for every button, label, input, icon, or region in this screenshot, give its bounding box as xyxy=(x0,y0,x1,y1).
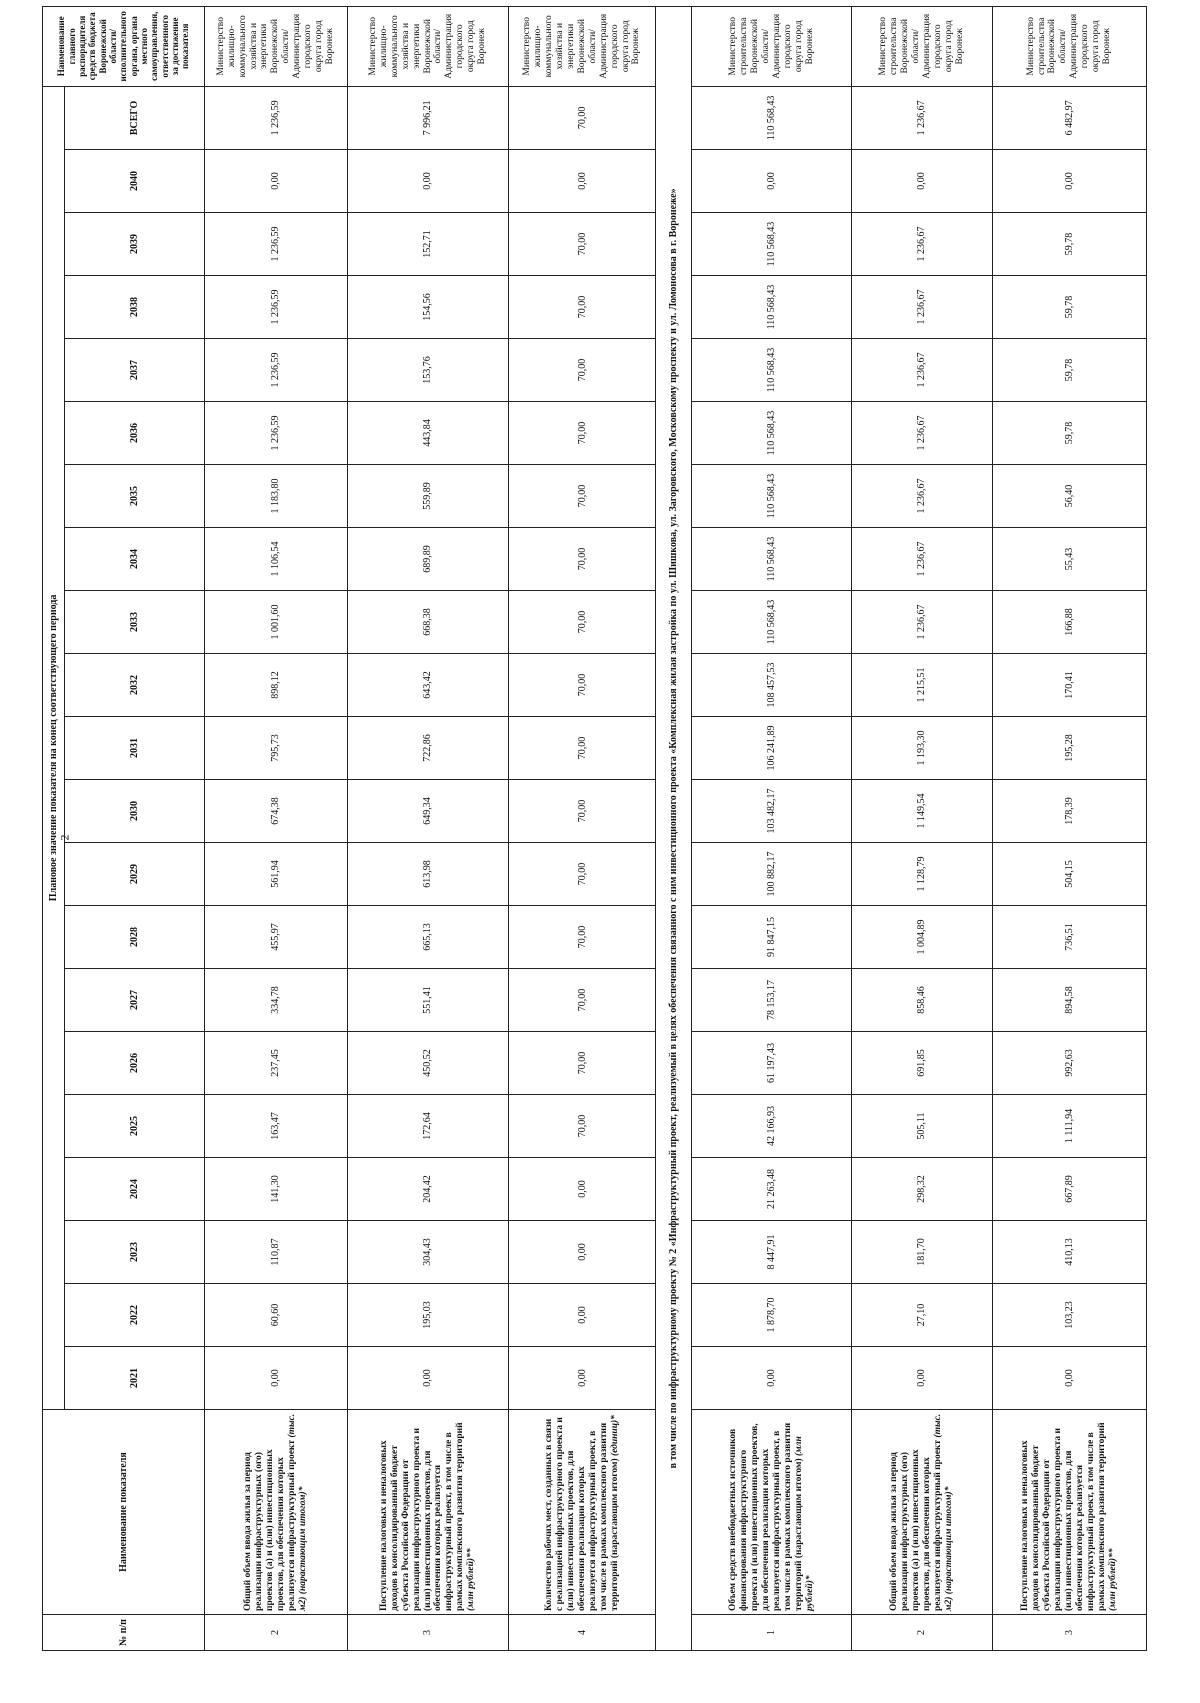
page-number: 2 xyxy=(57,834,72,841)
value-cell: 154,56 xyxy=(347,276,509,339)
value-cell: 181,70 xyxy=(852,1221,993,1284)
responsible-org: Министерство строительства Воронежской области/ Администрация городского округа город Воронеж xyxy=(692,6,852,86)
header-name: Наименование показателя xyxy=(43,1410,205,1615)
value-cell: 59,78 xyxy=(992,402,1146,465)
value-cell: 70,00 xyxy=(509,906,656,969)
value-cell: 55,43 xyxy=(992,528,1146,591)
value-cell: 70,00 xyxy=(509,465,656,528)
value-cell: 298,32 xyxy=(852,1158,993,1221)
header-year: 2027 xyxy=(65,969,205,1032)
value-cell: 110,87 xyxy=(205,1221,348,1284)
value-cell: 1 236,67 xyxy=(852,86,993,149)
value-cell: 722,86 xyxy=(347,717,509,780)
value-cell: 70,00 xyxy=(509,339,656,402)
value-cell: 7 996,21 xyxy=(347,86,509,149)
indicator-name xyxy=(205,1410,348,1615)
header-year: 2037 xyxy=(65,339,205,402)
value-cell: 334,78 xyxy=(205,969,348,1032)
value-cell: 1 193,30 xyxy=(852,717,993,780)
responsible-org: Министерство жилищно-коммунального хозяйства и энергетики Воронежской области/ Администрация городского округа город Воронеж xyxy=(509,6,656,86)
value-cell: 689,89 xyxy=(347,528,509,591)
row-number: 1 xyxy=(692,1615,852,1651)
value-cell: 103,23 xyxy=(992,1284,1146,1347)
value-cell: 736,51 xyxy=(992,906,1146,969)
value-cell: 110 568,43 xyxy=(692,213,852,276)
value-cell: 443,84 xyxy=(347,402,509,465)
header-year: 2023 xyxy=(65,1221,205,1284)
indicator-unit: (млн рублей)* xyxy=(793,1436,815,1611)
value-cell: 103 482,17 xyxy=(692,780,852,843)
value-cell: 0,00 xyxy=(509,1347,656,1410)
header-year: 2040 xyxy=(65,150,205,213)
value-cell: 1 001,60 xyxy=(205,591,348,654)
value-cell: 561,94 xyxy=(205,843,348,906)
value-cell: 0,00 xyxy=(509,1221,656,1284)
value-cell: 1 236,59 xyxy=(205,339,348,402)
indicator-unit: (тыс. м2) (нарастающим итогом)* xyxy=(932,1413,954,1611)
header-year: 2034 xyxy=(65,528,205,591)
value-cell: 70,00 xyxy=(509,1032,656,1095)
value-cell: 667,89 xyxy=(992,1158,1146,1221)
value-cell: 0,00 xyxy=(852,1347,993,1410)
header-num: № п/п xyxy=(43,1615,205,1651)
header-year: 2039 xyxy=(65,213,205,276)
value-cell: 691,85 xyxy=(852,1032,993,1095)
row-number: 2 xyxy=(205,1615,348,1651)
value-cell: 153,76 xyxy=(347,339,509,402)
header-year: 2025 xyxy=(65,1095,205,1158)
value-cell: 42 166,93 xyxy=(692,1095,852,1158)
value-cell: 195,03 xyxy=(347,1284,509,1347)
section-title: в том числе по инфраструктурному проекту № 2 «Инфраструктурный проект, реализуемый в целях обеспечения связанного с ним инвестиционного проекта «Комплексная жилая застройка по ул. Шишкова, ул. Загоровского, Московскому проспекту и ул. Ломоносова в г. Воронеже» xyxy=(656,6,692,1650)
row-number: 2 xyxy=(852,1615,993,1651)
value-cell: 0,00 xyxy=(347,1347,509,1410)
value-cell: 110 568,43 xyxy=(692,591,852,654)
value-cell: 110 568,43 xyxy=(692,276,852,339)
value-cell: 1 128,79 xyxy=(852,843,993,906)
value-cell: 110 568,43 xyxy=(692,402,852,465)
value-cell: 166,88 xyxy=(992,591,1146,654)
value-cell: 70,00 xyxy=(509,276,656,339)
header-year: 2028 xyxy=(65,906,205,969)
value-cell: 59,78 xyxy=(992,339,1146,402)
value-cell: 1 004,89 xyxy=(852,906,993,969)
header-year: 2038 xyxy=(65,276,205,339)
value-cell: 21 263,48 xyxy=(692,1158,852,1221)
value-cell: 110 568,43 xyxy=(692,465,852,528)
row-number: 4 xyxy=(509,1615,656,1651)
value-cell: 795,73 xyxy=(205,717,348,780)
value-cell: 91 847,15 xyxy=(692,906,852,969)
value-cell: 0,00 xyxy=(992,150,1146,213)
value-cell: 1 183,80 xyxy=(205,465,348,528)
value-cell: 61 197,43 xyxy=(692,1032,852,1095)
value-cell: 649,34 xyxy=(347,780,509,843)
header-year: 2022 xyxy=(65,1284,205,1347)
value-cell: 178,39 xyxy=(992,780,1146,843)
value-cell: 894,58 xyxy=(992,969,1146,1032)
value-cell: 0,00 xyxy=(992,1347,1146,1410)
indicator-unit: (млн рублей)** xyxy=(1107,1548,1118,1611)
value-cell: 0,00 xyxy=(509,1284,656,1347)
row-number: 3 xyxy=(992,1615,1146,1651)
value-cell: 0,00 xyxy=(347,150,509,213)
value-cell: 668,38 xyxy=(347,591,509,654)
value-cell: 1 236,59 xyxy=(205,86,348,149)
indicator-name-text: Объем средств внебюджетных источников финансирования инфраструктурного проекта и (или) инвестиционных проектов, для обеспечения реализации которых реализуется инфраструктурный проект, в том числе в рамках комплексного развития территорий (нарастающим итогом) xyxy=(728,1422,804,1611)
value-cell: 504,15 xyxy=(992,843,1146,906)
value-cell: 70,00 xyxy=(509,843,656,906)
value-cell: 1 149,54 xyxy=(852,780,993,843)
section-row xyxy=(656,6,692,1650)
responsible-org: Министерство жилищно-коммунального хозяйства и энергетики Воронежской области/ Администрация городского округа город Воронеж xyxy=(205,6,348,86)
header-year: 2031 xyxy=(65,717,205,780)
value-cell: 1 236,67 xyxy=(852,276,993,339)
value-cell: 70,00 xyxy=(509,780,656,843)
value-cell: 304,43 xyxy=(347,1221,509,1284)
table-row xyxy=(852,6,993,1650)
value-cell: 0,00 xyxy=(205,150,348,213)
row-number: 3 xyxy=(347,1615,509,1651)
indicator-name xyxy=(509,1410,656,1615)
indicator-name-text: Общий объем ввода жилья за период реализации инфраструктурных (ого) проектов (а) и (или) инвестиционных проектов, для обеспечения которых реализуется инфраструктурный проект xyxy=(889,1439,943,1611)
indicators-table xyxy=(42,6,1147,1651)
header-year: 2026 xyxy=(65,1032,205,1095)
value-cell: 1 111,94 xyxy=(992,1095,1146,1158)
value-cell: 1 236,59 xyxy=(205,402,348,465)
value-cell: 505,11 xyxy=(852,1095,993,1158)
value-cell: 141,30 xyxy=(205,1158,348,1221)
value-cell: 78 153,17 xyxy=(692,969,852,1032)
value-cell: 898,12 xyxy=(205,654,348,717)
value-cell: 0,00 xyxy=(852,150,993,213)
value-cell: 0,00 xyxy=(692,150,852,213)
value-cell: 70,00 xyxy=(509,717,656,780)
indicator-name-text: Поступление налоговых и неналоговых доходов в консолидированный бюджет субъекта Российской Федерации от реализации инфраструктурного проекта и (или) инвестиционных проектов, для обеспечения которых реализуется инфраструктурный проект, в том числе в рамках комплексного развития территорий xyxy=(1020,1422,1107,1611)
value-cell: 59,78 xyxy=(992,276,1146,339)
value-cell: 163,47 xyxy=(205,1095,348,1158)
value-cell: 551,41 xyxy=(347,969,509,1032)
value-cell: 1 236,67 xyxy=(852,465,993,528)
value-cell: 110 568,43 xyxy=(692,528,852,591)
value-cell: 56,40 xyxy=(992,465,1146,528)
value-cell: 0,00 xyxy=(205,1347,348,1410)
indicator-name xyxy=(852,1410,993,1615)
value-cell: 410,13 xyxy=(992,1221,1146,1284)
table-row xyxy=(692,6,852,1650)
indicator-name-text: Поступление налоговых и неналоговых доходов в консолидированный бюджет субъекта Российской Федерации от реализации инфраструктурного проекта и (или) инвестиционных проектов, для обеспечения которых реализуется инфраструктурный проект, в том числе в рамках комплексного развития территорий xyxy=(378,1422,466,1611)
value-cell: 70,00 xyxy=(509,969,656,1032)
indicator-name-text: Общий объем ввода жилья за период реализации инфраструктурных (ого) проектов (а) и (или) инвестиционных проектов, для обеспечения которых реализуется инфраструктурный проект xyxy=(243,1439,297,1611)
table-row xyxy=(347,6,509,1650)
value-cell: 1 106,54 xyxy=(205,528,348,591)
value-cell: 70,00 xyxy=(509,402,656,465)
value-cell: 1 236,67 xyxy=(852,591,993,654)
header-responsible: Наименование главного распорядителя средств бюджета Воронежской области/исполнительного органа, органа местного самоуправления, ответственного за достижение показателя xyxy=(43,6,205,86)
header-year: 2036 xyxy=(65,402,205,465)
value-cell: 992,63 xyxy=(992,1032,1146,1095)
value-cell: 674,38 xyxy=(205,780,348,843)
value-cell: 70,00 xyxy=(509,1095,656,1158)
value-cell: 455,97 xyxy=(205,906,348,969)
table-row xyxy=(992,6,1146,1650)
value-cell: 70,00 xyxy=(509,86,656,149)
indicator-name xyxy=(347,1410,509,1615)
value-cell: 195,28 xyxy=(992,717,1146,780)
value-cell: 1 236,67 xyxy=(852,528,993,591)
value-cell: 0,00 xyxy=(692,1347,852,1410)
value-cell: 60,60 xyxy=(205,1284,348,1347)
indicator-name xyxy=(992,1410,1146,1615)
value-cell: 152,71 xyxy=(347,213,509,276)
value-cell: 70,00 xyxy=(509,528,656,591)
value-cell: 59,78 xyxy=(992,213,1146,276)
value-cell: 106 241,89 xyxy=(692,717,852,780)
responsible-org: Министерство строительства Воронежской области/ Администрация городского округа город Воронеж xyxy=(852,6,993,86)
table-row xyxy=(509,6,656,1650)
value-cell: 6 482,97 xyxy=(992,86,1146,149)
value-cell: 613,98 xyxy=(347,843,509,906)
value-cell: 8 447,91 xyxy=(692,1221,852,1284)
indicator-unit: (тыс. м2) (нарастающим итогом)* xyxy=(286,1413,308,1611)
value-cell: 1 215,51 xyxy=(852,654,993,717)
responsible-org: Министерство жилищно-коммунального хозяйства и энергетики Воронежской области/ Администрация городского округа город Воронеж xyxy=(347,6,509,86)
value-cell: 1 236,67 xyxy=(852,213,993,276)
value-cell: 172,64 xyxy=(347,1095,509,1158)
value-cell: 1 878,70 xyxy=(692,1284,852,1347)
table-row xyxy=(205,6,348,1650)
value-cell: 1 236,59 xyxy=(205,213,348,276)
header-year: ВСЕГО xyxy=(65,86,205,149)
indicator-unit: (млн рублей)** xyxy=(466,1548,477,1611)
indicator-name xyxy=(692,1410,852,1615)
value-cell: 643,42 xyxy=(347,654,509,717)
value-cell: 450,52 xyxy=(347,1032,509,1095)
value-cell: 110 568,43 xyxy=(692,86,852,149)
value-cell: 70,00 xyxy=(509,591,656,654)
header-year: 2030 xyxy=(65,780,205,843)
value-cell: 108 457,53 xyxy=(692,654,852,717)
value-cell: 1 236,59 xyxy=(205,276,348,339)
header-year: 2021 xyxy=(65,1347,205,1410)
value-cell: 1 236,67 xyxy=(852,402,993,465)
value-cell: 0,00 xyxy=(509,150,656,213)
value-cell: 1 236,67 xyxy=(852,339,993,402)
value-cell: 70,00 xyxy=(509,654,656,717)
indicator-name-text: Количество рабочих мест, созданных в связи с реализацией инфраструктурного проекта и (или) инвестиционных проектов, для обеспечения реализации которых реализуется инфраструктурный проект, в том числе в рамках комплексного развития территорий (нарастающим итогом) xyxy=(544,1417,620,1611)
value-cell: 170,41 xyxy=(992,654,1146,717)
indicator-unit: (единиц)* xyxy=(609,1415,620,1456)
value-cell: 858,46 xyxy=(852,969,993,1032)
header-planned-group: Плановое значение показателя на конец соответствующего периода xyxy=(43,86,65,1409)
value-cell: 27,10 xyxy=(852,1284,993,1347)
header-year: 2024 xyxy=(65,1158,205,1221)
value-cell: 237,45 xyxy=(205,1032,348,1095)
value-cell: 204,42 xyxy=(347,1158,509,1221)
header-year: 2033 xyxy=(65,591,205,654)
header-year: 2029 xyxy=(65,843,205,906)
responsible-org: Министерство строительства Воронежской области/ Администрация городского округа город Воронеж xyxy=(992,6,1146,86)
value-cell: 559,89 xyxy=(347,465,509,528)
value-cell: 0,00 xyxy=(509,1158,656,1221)
value-cell: 665,13 xyxy=(347,906,509,969)
value-cell: 110 568,43 xyxy=(692,339,852,402)
header-year: 2032 xyxy=(65,654,205,717)
value-cell: 70,00 xyxy=(509,213,656,276)
value-cell: 100 882,17 xyxy=(692,843,852,906)
header-year: 2035 xyxy=(65,465,205,528)
